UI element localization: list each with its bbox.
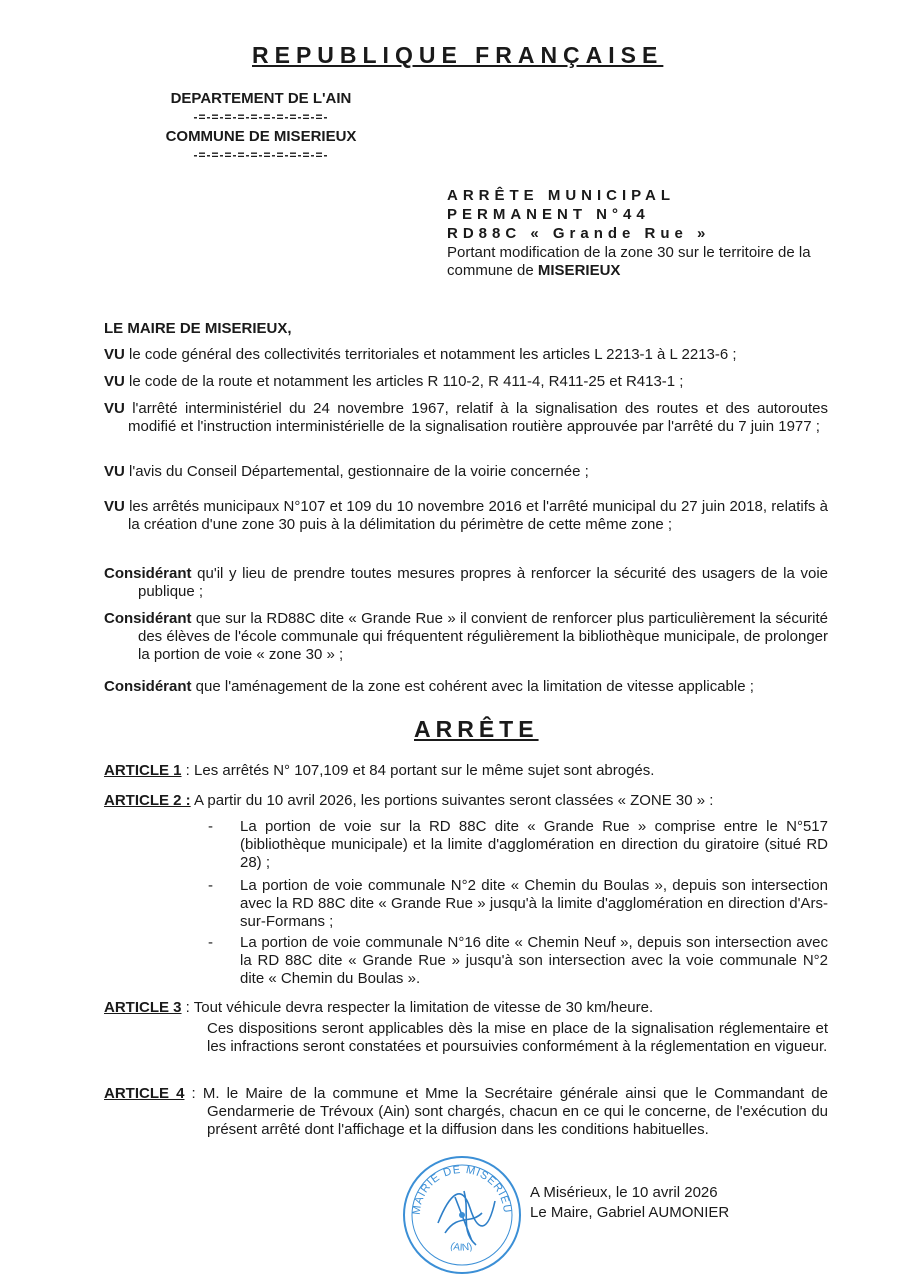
vu-label: VU [104, 400, 125, 417]
separator-line: -=-=-=-=-=-=-=-=-=-=- [193, 148, 329, 162]
vu-label: VU [104, 463, 125, 480]
commune-heading: COMMUNE DE MISERIEUX [165, 128, 357, 145]
arrete-municipal-title: ARRÊTE MUNICIPAL [447, 187, 676, 204]
article-3: ARTICLE 3 : Tout véhicule devra respecter la limitation de vitesse de 30 km/heure. [104, 999, 654, 1016]
article-2-bullet: - La portion de voie sur la RD 88C dite « Grande Rue » comprise entre le N°517 (bibliothèque municipale) et la limite d'agglomération en direction du giratoire (situé RD 28) ; [208, 818, 828, 871]
svg-text:(AIN): (AIN) [448, 1240, 474, 1254]
maire-heading: LE MAIRE DE MISERIEUX, [104, 320, 292, 337]
vu-label: VU [104, 346, 125, 363]
article-4-label: ARTICLE 4 [104, 1085, 185, 1102]
considerant-item: Considérant que l'aménagement de la zone est cohérent avec la limitation de vitesse applicable ; [104, 678, 754, 695]
signature-block [530, 1183, 729, 1223]
article-4: ARTICLE 4 : M. le Maire de la commune et Mme la Secrétaire générale ainsi que le Commandant de Gendarmerie de Trévoux (Ain) sont chargés, chacun en ce qui le concerne, de l'exécution du présent arrêté dont l'affichage et la diffusion dans les conditions habituelles. [104, 1085, 828, 1138]
considerant-item: Considérant qu'il y lieu de prendre toutes mesures propres à renforcer la sécurité des usagers de la voie publique ; [104, 565, 828, 600]
arrete-road: RD88C « Grande Rue » [447, 225, 711, 242]
article-2: ARTICLE 2 : A partir du 10 avril 2026, les portions suivantes seront classées « ZONE 30 » : [104, 792, 714, 809]
arrete-number: PERMANENT N°44 [447, 206, 650, 223]
subject-commune: MISERIEUX [537, 262, 621, 279]
vu-item: VU le code de la route et notamment les articles R 110-2, R 411-4, R411-25 et R413-1 ; [104, 373, 684, 390]
svg-text:MAIRIE DE MISERIEUX: MAIRIE DE MISERIEU [410, 1163, 514, 1216]
vu-item: VU l'avis du Conseil Départemental, gestionnaire de la voirie concernée ; [104, 463, 589, 480]
signature-place-date: A Misérieux, le 10 avril 2026 [530, 1184, 718, 1201]
article-1-label: ARTICLE 1 [104, 762, 182, 779]
arrete-section-title: ARRÊTE [414, 716, 539, 742]
considerant-item: Considérant que sur la RD88C dite « Grande Rue » il convient de renforcer plus particulièrement la sécurité des élèves de l'école communale qui fréquentent régulièrement la bibliothèque municipale, de prolonger la portion de voie « zone 30 » ; [104, 610, 828, 663]
article-3-label: ARTICLE 3 [104, 999, 182, 1016]
subject-text: Portant modification de la zone 30 sur le territoire de la commune de [447, 244, 811, 279]
article-3-continuation: Ces dispositions seront applicables dès la mise en place de la signalisation réglementaire et les infractions seront constatées et poursuivies conformément à la réglementation en vigueur. [207, 1020, 828, 1055]
vu-item: VU l'arrêté interministériel du 24 novembre 1967, relatif à la signalisation des routes et des autoroutes modifié et l'instruction interministérielle de la signalisation routière approuvée par l'arrêté du 7 juin 1977 ; [104, 400, 828, 435]
considerant-label: Considérant [104, 678, 192, 695]
article-2-bullet: - La portion de voie communale N°16 dite « Chemin Neuf », depuis son intersection avec la RD 88C dite « Grande Rue » jusqu'à son intersection avec la voie communale N°2 dite « Chemin du Boulas ». [208, 934, 828, 987]
stamp-seal-icon [400, 1153, 524, 1277]
vu-label: VU [104, 373, 125, 390]
vu-item: VU le code général des collectivités territoriales et notamment les articles L 2213-1 à L 2213-6 ; [104, 346, 737, 363]
article-2-bullet: - La portion de voie communale N°2 dite « Chemin du Boulas », depuis son intersection avec la RD 88C dite « Grande Rue » jusqu'à la limite d'agglomération en direction d'Ars-sur-Formans ; [208, 877, 828, 930]
considerant-label: Considérant [104, 610, 192, 627]
considerant-label: Considérant [104, 565, 192, 582]
vu-item: VU les arrêtés municipaux N°107 et 109 du 10 novembre 2016 et l'arrêté municipal du 27 juin 2018, relatifs à la création d'une zone 30 puis à la délimitation du périmètre de cette même zone ; [104, 498, 828, 533]
vu-label: VU [104, 498, 125, 515]
departement-heading: DEPARTEMENT DE L'AIN [170, 90, 352, 107]
article-1: ARTICLE 1 : Les arrêtés N° 107,109 et 84 portant sur le même sujet sont abrogés. [104, 762, 655, 779]
article-2-label: ARTICLE 2 : [104, 792, 191, 809]
mairie-stamp [400, 1153, 524, 1277]
separator-line: -=-=-=-=-=-=-=-=-=-=- [193, 110, 329, 124]
signature-mayor: Le Maire, Gabriel AUMONIER [530, 1204, 730, 1221]
arrete-subject [447, 244, 835, 280]
republique-francaise-title: REPUBLIQUE FRANÇAISE [252, 42, 664, 68]
